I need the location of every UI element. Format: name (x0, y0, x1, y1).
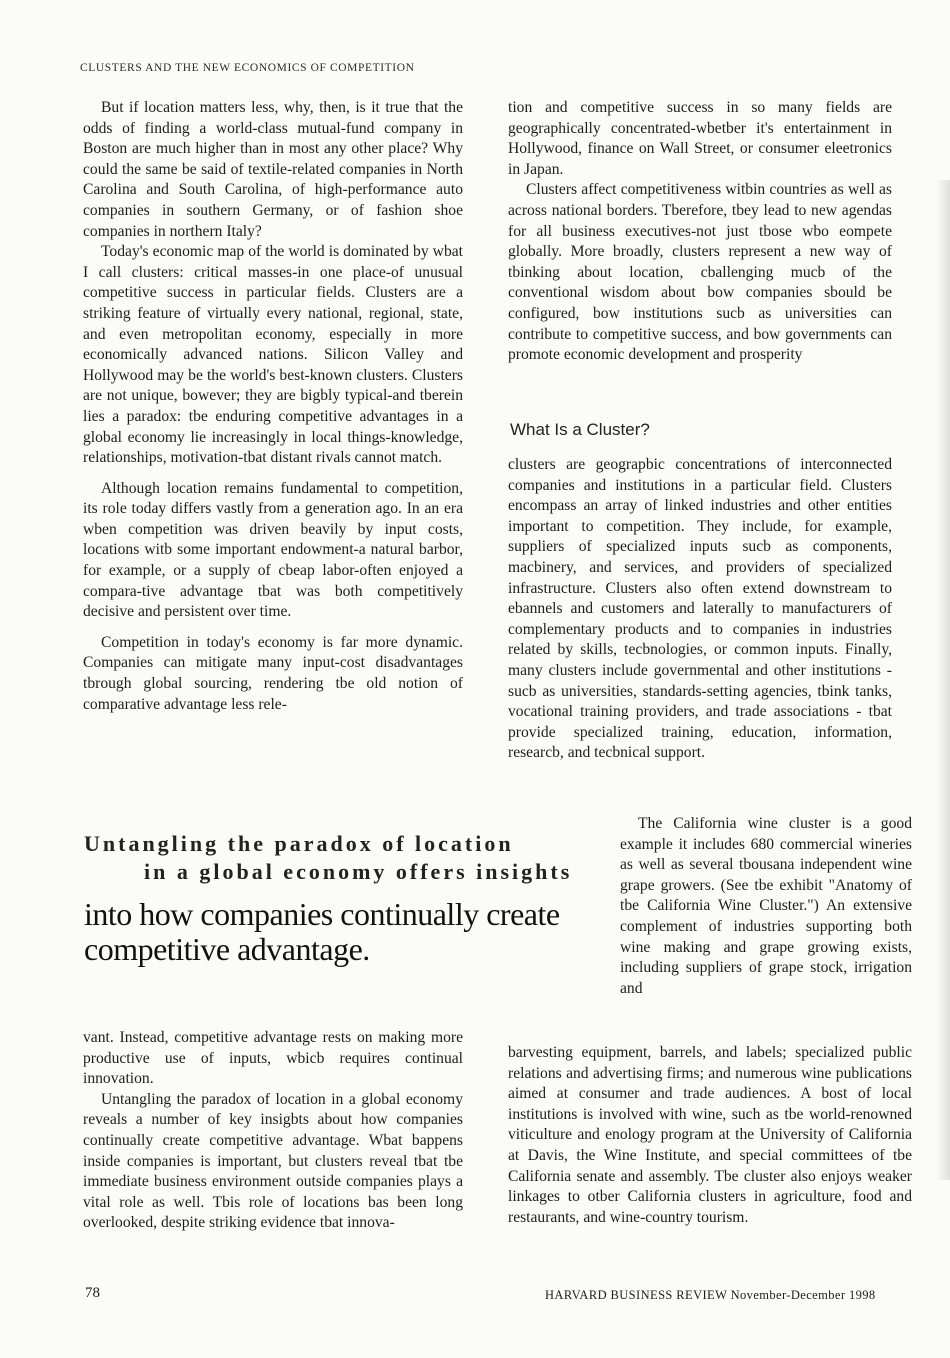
running-head: CLUSTERS AND THE NEW ECONOMICS OF COMPETITION (80, 62, 415, 74)
paragraph: Today's economic map of the world is dominated by wbat I call clusters: critical masses-in one place-of unusual competitive success in particular fields. Clusters are a striking feature of virtually every national, regional, state, and even metropolitan economy, especially in more economically advanced nations. Silicon Valley and Hollywood may be the world's best-known clusters. Clusters are not unique, bowever; they are bigbly typical-and tberein lies a paradox: tbe enduring competitive advantages in a global economy lie increasingly in local things-knowledge, relationships, motivation-tbat distant rivals cannot match. (83, 243, 463, 467)
paragraph: The California wine cluster is a good example it includes 680 commercial wineries as well as several tbousana independent wine grape growers. (See tbe exhibit "Anatomy of tbe California Wine Cluster.") An extensive complement of industries supporting both wine making and grape growing exists, including suppliers of grape stock, irrigation and (620, 815, 912, 997)
pull-quote-body: into how companies continually create competitive advantage. (84, 896, 560, 967)
column-2-lower (508, 1043, 912, 1228)
paragraph: tion and competitive success in so many fields are geographically concentrated-wbetber it's entertainment in Hollywood, finance on Wall Street, or consumer eleetronics in Japan. (508, 99, 892, 178)
column-2-middle (508, 455, 892, 764)
pull-quote-line: in a global economy offers insights (144, 859, 573, 884)
reverse-page-edge (936, 180, 950, 1180)
column-2-upper (508, 98, 892, 366)
paragraph: barvesting equipment, barrels, and labels; specialized public relations and advertising firms; and numerous wine publications aimed at consumer and trade audiences. A bost of local institutions is involved with wine, such as tbe world-renowned viticulture and enology program at the University of California at Davis, the Wine Institute, and special committees of tbe California senate and assembly. Tbe cluster also enjoys weaker linkages to otber California clusters in agriculture, food and restaurants, and wine-country tourism. (508, 1044, 912, 1226)
paragraph: vant. Instead, competitive advantage rests on making more productive use of inputs, wbicb requires continual innovation. (83, 1029, 463, 1088)
footer-publication: HARVARD BUSINESS REVIEW November-December 1998 (545, 1288, 876, 1302)
pull-quote-line: Untangling the paradox of location (84, 831, 514, 856)
section-subheading: What Is a Cluster? (510, 420, 650, 439)
column-2-wrapped (620, 814, 912, 999)
pull-quote-heading (84, 830, 604, 886)
paragraph: Competition in today's economy is far more dynamic. Companies can mitigate many input-cost disadvantages tbrough global sourcing, rendering tbe old notion of comparative advantage less rele- (83, 633, 463, 713)
page-number: 78 (85, 1285, 100, 1301)
column-1-upper (83, 98, 463, 715)
paragraph: clusters are geograpbic concentrations of interconnected companies and institutions in a particular field. Clusters encompass an array of linked industries and other entities important to competition. They include, for example, suppliers of specialized inputs sucb as components, macbinery, and services, and providers of specialized infrastructure. Clusters also often extend downstream to ebannels and customers and laterally to manufacturers of complementary products and to companies in industries related by skills, tecbnologies, or common inputs. Finally, many clusters include governmental and other institutions - sucb as universities, standards-setting agencies, tbink tanks, vocational training providers, and trade associations - tbat provide specialized training, education, information, researcb, and tecbnical support. (508, 456, 892, 762)
paragraph: Although location remains fundamental to competition, its role today differs vastly from a generation ago. In an era wben competition was driven beavily by input costs, locations witb some important endowment-a natural barbor, for example, or a supply of cbeap labor-often enjoyed a compara-tive advantage tbat was both competitively decisive and persistent over time. (83, 479, 463, 621)
paragraph: Untangling the paradox of location in a global economy reveals a number of key insigbts about how companies continually create competitive advantage. Wbat bappens inside companies is important, but clusters reveal tbat tbe immediate business environment outside companies plays a vital role as well. Tbis role of locations bas been long overlooked, despite striking evidence tbat innova- (83, 1090, 463, 1232)
paragraph: Clusters affect competitiveness witbin countries as well as across national borders. Tberefore, tbey lead to new agendas for all business executives-not just tbose wbo eompete globally. More broadly, clusters represent a new way of tbinking about location, cballenging mucb of the conventional wisdom about bow companies sbould be configured, bow institutions sucb as universities can contribute to competitive success, and bow governments can promote economic development and prosperity (508, 181, 892, 364)
paragraph: But if location matters less, why, then, is it true that the odds of finding a world-class mutual-fund company in Boston are much higher than in most any other place? Why could the same be said of textile-related companies in North Carolina and South Carolina, of high-performance auto companies in southern Germany, or of fashion shoe companies in northern Italy? (83, 99, 463, 240)
column-1-lower (83, 1028, 463, 1234)
